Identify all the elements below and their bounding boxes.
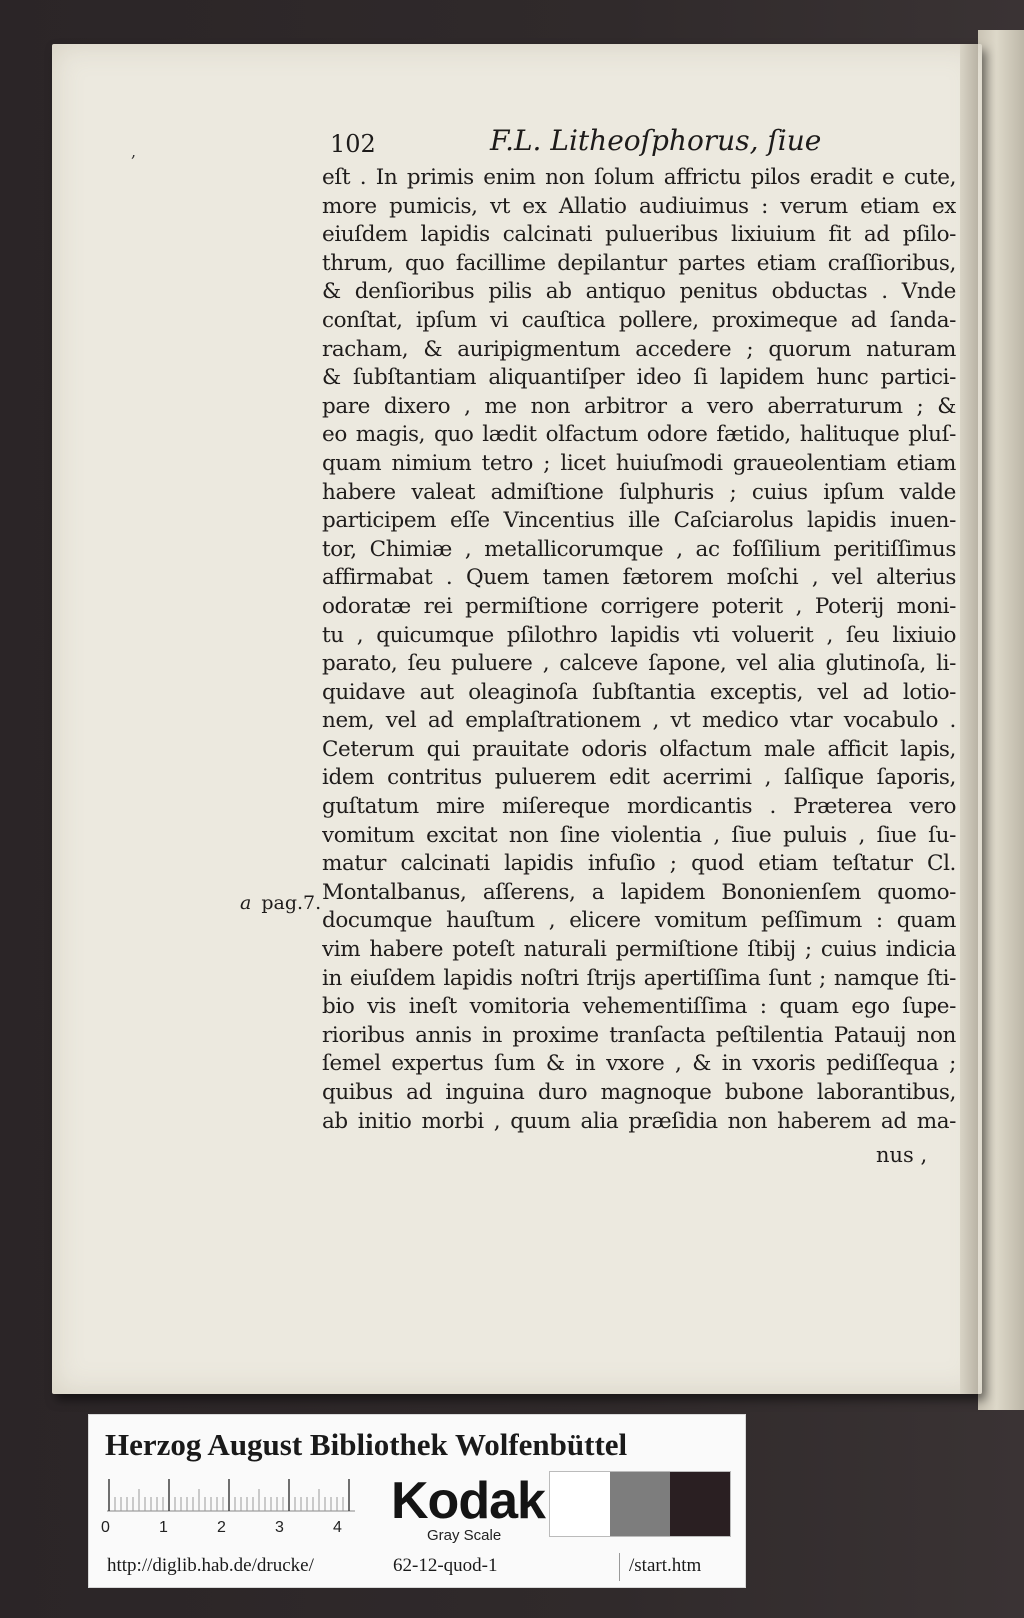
page-header bbox=[330, 124, 970, 162]
text-line: eiuſdem lapidis calcinati pulueribus lixiuium fit ad pſilo- bbox=[322, 222, 956, 248]
text-line: guſtatum mire miſereque mordicantis . Præterea vero bbox=[322, 794, 956, 820]
text-line: parato, ſeu puluere , calceve ſapone, vel alia glutinoſa, li- bbox=[322, 651, 956, 677]
page-gutter-shadow bbox=[960, 44, 978, 1394]
catchword: nus , bbox=[876, 1143, 928, 1167]
kodak-logo: Kodak bbox=[391, 1472, 545, 1530]
text-line: tor, Chimiæ , metallicorumque , ac foſſilium peritiſſimus bbox=[322, 536, 956, 562]
text-line: ſemel expertus ſum & in vxore , & in vxoris pediſſequa ; bbox=[322, 1051, 956, 1077]
text-line: odoratæ rei permiſtione corrigere poterit , Poterij moni- bbox=[322, 593, 956, 619]
ink-speck: , bbox=[131, 142, 137, 161]
facing-page-edge bbox=[978, 30, 1024, 1410]
text-line: participem eſſe Vincentius ille Caſciarolus lapidis inuen- bbox=[322, 508, 956, 534]
text-line: & denſioribus pilis ab antiquo penitus obductas . Vnde bbox=[322, 279, 956, 305]
text-line: vomitum excitat non ſine violentia , ſiue puluis , ſiue ſu- bbox=[322, 822, 956, 848]
text-line: conſtat, ipſum vi cauſtica pollere, proximeque ad ſanda- bbox=[322, 307, 956, 333]
text-line: documque hauſtum , elicere vomitum peſſimum : quam bbox=[322, 908, 956, 934]
ruler-number: 2 bbox=[217, 1519, 226, 1536]
text-line: bio vis ineſt vomitoria vehementiſſima : quam ego ſupe- bbox=[322, 994, 956, 1020]
ruler-number: 3 bbox=[275, 1519, 284, 1536]
library-name: Herzog August Bibliothek Wolfenbüttel bbox=[105, 1427, 628, 1462]
ruler-number: 4 bbox=[333, 1519, 342, 1536]
text-line: thrum, quo facillime depilantur partes etiam craſſioribus, bbox=[322, 250, 956, 276]
ruler-number: 0 bbox=[101, 1519, 110, 1536]
measurement-ruler bbox=[107, 1477, 355, 1513]
text-line: Montalbanus, aſſerens, a lapidem Bononienſem quomo- bbox=[322, 879, 956, 905]
shelfmark: 62-12-quod-1 bbox=[393, 1555, 498, 1576]
text-line: tu , quicumque pſilothro lapidis vti voluerit , ſeu lixiuio bbox=[322, 622, 956, 648]
gray-swatch bbox=[670, 1472, 730, 1536]
url-divider bbox=[619, 1553, 620, 1581]
gray-swatch bbox=[550, 1472, 610, 1536]
text-line: in eiuſdem lapidis noſtri ſtrijs apertiſſima ſunt ; namque ſti- bbox=[322, 965, 956, 991]
text-line: ab initio morbi , quum alia præſidia non haberem ad ma- bbox=[322, 1108, 956, 1134]
text-line: quibus ad inguina duro magnoque bubone laborantibus, bbox=[322, 1080, 956, 1105]
gray-swatch bbox=[610, 1472, 670, 1536]
text-line: vim habere poteſt naturali permiſtione ſtibij ; cuius indicia bbox=[322, 937, 956, 963]
marginal-note-text: pag.7. bbox=[261, 892, 322, 914]
text-line: rioribus annis in proxime tranſacta peſtilentia Patauij non bbox=[322, 1022, 956, 1048]
url-suffix: /start.htm bbox=[629, 1555, 702, 1576]
body-text bbox=[322, 164, 956, 1136]
running-title: F.L. Litheoſphorus, ſiue bbox=[490, 124, 822, 157]
text-line: eo magis, quo lædit olfactum odore fætido, halituque pluſ- bbox=[322, 422, 956, 448]
footnote-mark: a bbox=[240, 892, 252, 914]
text-line: racham, & auripigmentum accedere ; quorum naturam bbox=[322, 336, 956, 362]
text-line: & ſubſtantiam aliquantiſper ideo ſi lapidem hunc partici- bbox=[322, 365, 956, 391]
library-scan-card bbox=[88, 1414, 746, 1588]
ruler-numbers bbox=[101, 1519, 361, 1541]
text-line: habere valeat admiſtione ſulphuris ; cuius ipſum valde bbox=[322, 479, 956, 505]
text-line: pare dixero , me non arbitror a vero aberraturum ; & bbox=[322, 393, 956, 419]
marginal-note bbox=[240, 892, 321, 914]
text-line: quidave aut oleaginoſa ſubſtantia exceptis, vel ad lotio- bbox=[322, 679, 956, 705]
url-row bbox=[107, 1555, 727, 1581]
url-prefix: http://diglib.hab.de/drucke/ bbox=[107, 1555, 314, 1576]
text-line: quam nimium tetro ; licet huiuſmodi graueolentiam etiam bbox=[322, 450, 956, 476]
ruler-number: 1 bbox=[159, 1519, 168, 1536]
text-line: Ceterum qui prauitate odoris olfactum male afficit lapis, bbox=[322, 736, 956, 762]
gray-scale-swatches bbox=[549, 1471, 731, 1537]
text-line: affirmabat . Quem tamen fætorem moſchi , vel alterius bbox=[322, 565, 956, 591]
text-line: matur calcinati lapidis infuſio ; quod etiam teſtatur Cl. bbox=[322, 851, 956, 877]
text-line: idem contritus puluerem edit acerrimi , ſalſique ſaporis, bbox=[322, 765, 956, 791]
gray-scale-label: Gray Scale bbox=[427, 1527, 502, 1544]
page-number: 102 bbox=[330, 130, 376, 158]
text-line: nem, vel ad emplaſtrationem , vt medico vtar vocabulo . bbox=[322, 708, 956, 734]
text-line: more pumicis, vt ex Allatio audiuimus : verum etiam ex bbox=[322, 193, 956, 219]
text-line: eſt . In primis enim non ſolum affrictu pilos eradit e cute, bbox=[322, 165, 956, 190]
